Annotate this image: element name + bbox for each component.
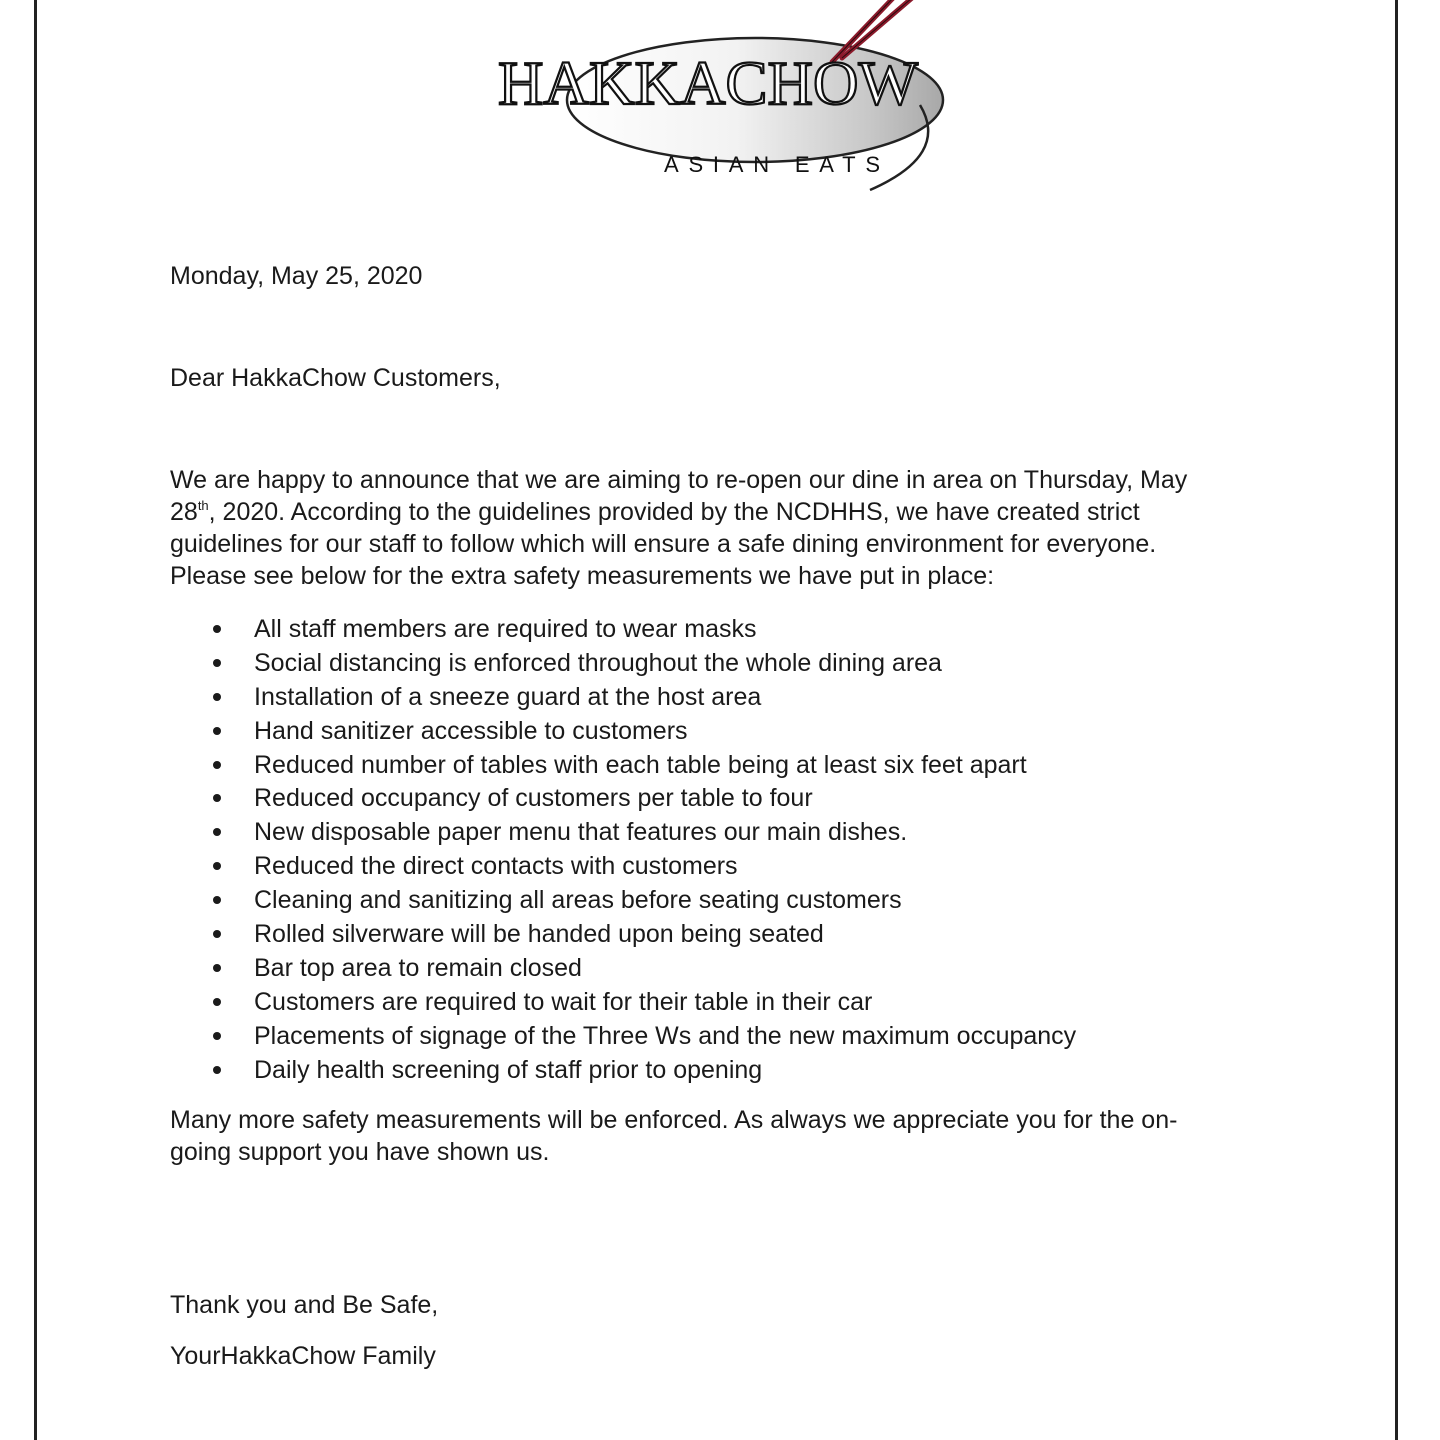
bullet-icon: [213, 727, 221, 735]
list-item: [170, 917, 1076, 951]
list-item: [170, 646, 1076, 680]
bullet-icon: [213, 1066, 221, 1074]
list-item: [170, 680, 1076, 714]
list-item: [170, 985, 1076, 1019]
list-item: [170, 612, 1076, 646]
list-item: [170, 815, 1076, 849]
list-item-text: Customers are required to wait for their table in their car: [254, 987, 873, 1016]
intro-date-day: 28: [170, 498, 198, 526]
intro-line: We are happy to announce that we are aiming to re-open our dine in area on Thursday, May: [170, 466, 1188, 494]
list-item-text: Reduced occupancy of customers per table to four: [254, 784, 813, 813]
list-item: [170, 883, 1076, 917]
intro-line: guidelines for our staff to follow which will ensure a safe dining environment for everyone.: [170, 530, 1157, 558]
list-item-text: Hand sanitizer accessible to customers: [254, 716, 688, 745]
bullet-icon: [213, 761, 221, 769]
bullet-icon: [213, 998, 221, 1006]
closing-line: going support you have shown us.: [170, 1138, 550, 1166]
list-item-text: New disposable paper menu that features our main dishes.: [254, 818, 908, 847]
list-item: [170, 748, 1076, 782]
bullet-icon: [213, 693, 221, 701]
intro-line: Please see below for the extra safety measurements we have put in place:: [170, 562, 995, 590]
intro-paragraph: [170, 464, 1187, 592]
list-item-text: Social distancing is enforced throughout the whole dining area: [254, 648, 942, 677]
letter-date: Monday, May 25, 2020: [170, 262, 423, 290]
signature-line: YourHakkaChow Family: [170, 1342, 436, 1370]
bullet-icon: [213, 625, 221, 633]
safety-measures-list: [170, 612, 1076, 1086]
bullet-icon: [213, 862, 221, 870]
logo-tagline: ASIAN EATS: [664, 152, 880, 177]
list-item-text: All staff members are required to wear masks: [254, 615, 757, 643]
list-item-text: Rolled silverware will be handed upon being seated: [254, 920, 824, 949]
list-item: [170, 951, 1076, 985]
intro-line-rest: , 2020. According to the guidelines provided by the NCDHHS, we have created strict: [208, 498, 1140, 526]
list-item: [170, 714, 1076, 748]
intro-line: [170, 496, 1187, 528]
list-item: [170, 781, 1076, 815]
bullet-icon: [213, 828, 221, 836]
closing-paragraph: [170, 1104, 1177, 1168]
list-item-text: Reduced number of tables with each table being at least six feet apart: [254, 750, 1027, 779]
list-item-text: Daily health screening of staff prior to opening: [254, 1055, 763, 1084]
logo-wordmark: HAKKACHOW: [498, 50, 919, 118]
list-item: [170, 1019, 1076, 1053]
hakkachow-logo: [480, 0, 960, 200]
bullet-icon: [213, 794, 221, 802]
list-item-text: Installation of a sneeze guard at the host area: [254, 682, 762, 711]
list-item: [170, 849, 1076, 883]
list-item-text: Placements of signage of the Three Ws and the new maximum occupancy: [254, 1021, 1077, 1050]
ordinal-suffix: th: [197, 498, 209, 513]
bullet-icon: [213, 1032, 221, 1040]
thanks-line: Thank you and Be Safe,: [170, 1291, 439, 1319]
bullet-icon: [213, 659, 221, 667]
closing-line: Many more safety measurements will be enforced. As always we appreciate you for the on-: [170, 1106, 1178, 1134]
list-item-text: Cleaning and sanitizing all areas before seating customers: [254, 886, 902, 915]
bullet-icon: [213, 896, 221, 904]
salutation: Dear HakkaChow Customers,: [170, 364, 501, 392]
bullet-icon: [213, 930, 221, 938]
bullet-icon: [213, 964, 221, 972]
list-item: [170, 1053, 1076, 1087]
list-item-text: Bar top area to remain closed: [254, 953, 582, 982]
list-item-text: Reduced the direct contacts with customers: [254, 852, 738, 881]
